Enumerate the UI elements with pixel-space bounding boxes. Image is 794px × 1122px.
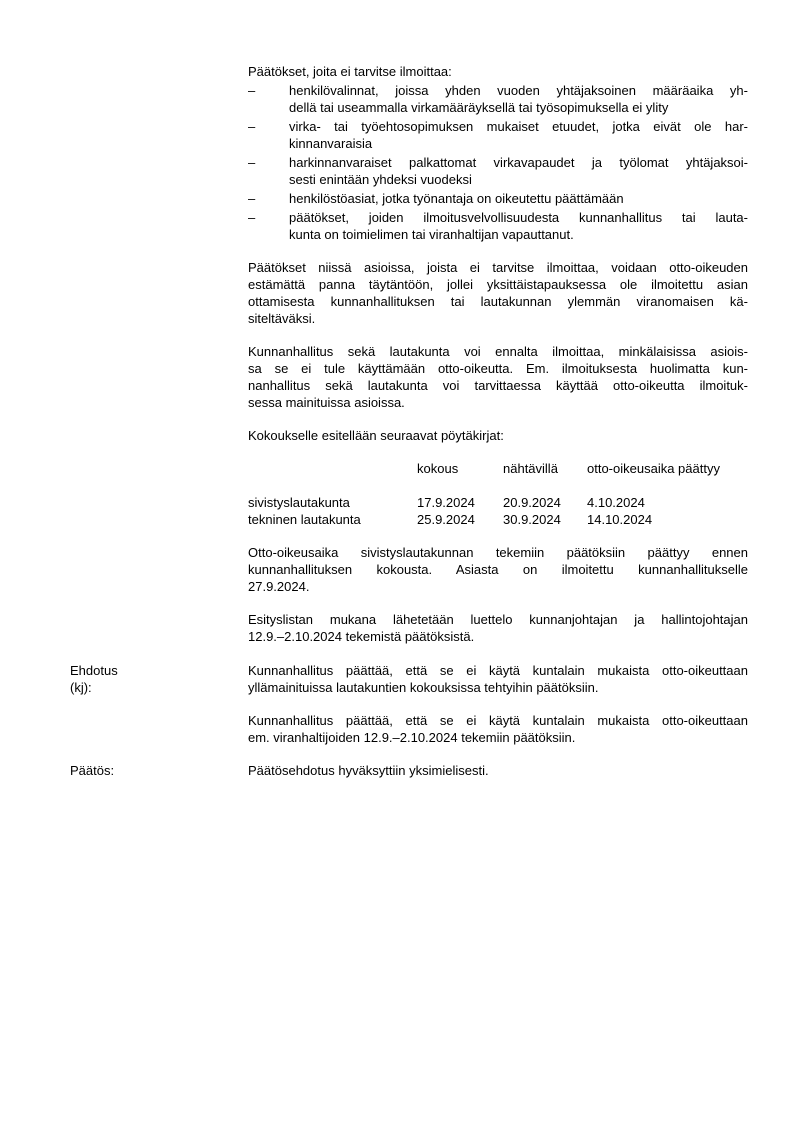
- text-line: Otto-oikeusaika sivistyslautakunnan tekemiin päätöksiin päättyy ennen: [248, 545, 748, 560]
- table-cell-committee: tekninen lautakunta: [248, 512, 361, 527]
- bullet-item-text: [289, 82, 748, 116]
- bullet-item: [248, 118, 748, 152]
- text-line: estämättä panna täytäntöön, jollei yksittäistapauksessa ole ilmoitettu asian: [248, 277, 748, 292]
- table-header-nahtavilla: nähtävillä: [503, 461, 558, 476]
- text-line: ottamisesta kunnanhallituksen tai lautakunnan ylemmän viranomaisen kä-: [248, 294, 748, 309]
- text-line: Esityslistan mukana lähetetään luettelo kunnanjohtajan ja hallintojohtajan: [248, 612, 748, 627]
- table-spacer: [248, 477, 748, 494]
- text-line: Kunnanhallitus päättää, että se ei käytä kuntalain mukaista otto-oikeuttaan: [248, 713, 748, 728]
- table-cell-nahtavilla: 20.9.2024: [503, 495, 561, 510]
- text-line: päätökset, joiden ilmoitusvelvollisuudesta kunnanhallitus tai lauta-: [289, 210, 748, 225]
- proposal-paragraph-2: [248, 712, 748, 746]
- text-line: dellä tai useammalla virkamääräyksellä tai työsopimuksella ei ylity: [289, 100, 669, 115]
- text-line: 12.9.–2.10.2024 tekemistä päätöksistä.: [248, 629, 475, 644]
- paragraph-advance-notice: [248, 343, 748, 411]
- text-line: yllämainituissa lautakuntien kokouksissa tehtyihin päätöksiin.: [248, 680, 599, 695]
- table-header-otto-oikeusaika: otto-oikeusaika päättyy: [587, 461, 720, 476]
- bullet-dash: –: [248, 83, 256, 98]
- section-proposal: [70, 662, 748, 696]
- text-line: em. viranhaltijoiden 12.9.–2.10.2024 tekemiin päätöksiin.: [248, 730, 576, 745]
- minutes-table-header-row: [248, 460, 748, 477]
- decision-label-line: Päätös:: [70, 763, 115, 778]
- paragraph-minutes-intro: [248, 427, 748, 444]
- minutes-intro-line: Kokoukselle esitellään seuraavat pöytäkirjat:: [248, 428, 504, 443]
- text-line: Kunnanhallitus sekä lautakunta voi ennalta ilmoittaa, minkälaisissa asiois-: [248, 344, 748, 359]
- no-notice-bullet-list: [248, 82, 748, 243]
- section-no-notice-decisions: [248, 63, 748, 243]
- paragraph-attachment-list: [248, 611, 748, 645]
- text-line: 27.9.2024.: [248, 579, 310, 594]
- bullet-item: [248, 82, 748, 116]
- text-line: henkilöstöasiat, jotka työnantaja on oikeutettu päättämään: [289, 191, 624, 206]
- bullet-item-text: [289, 209, 748, 243]
- proposal-paragraph-1: [248, 662, 748, 696]
- proposal-label-line2: (kj):: [70, 680, 92, 695]
- decision-label: [70, 762, 242, 779]
- bullet-item: [248, 209, 748, 243]
- bullet-item-text: [289, 118, 748, 152]
- table-row: [248, 511, 748, 528]
- proposal-label: [70, 662, 242, 696]
- text-line: sa se ei tule käyttämään otto-oikeutta. Em. ilmoituksesta huolimatta kun-: [248, 361, 748, 376]
- text-line: harkinnanvaraiset palkattomat virkavapaudet ja työlomat yhtäjaksoi-: [289, 155, 748, 170]
- table-cell-otto-oikeusaika: 14.10.2024: [587, 512, 653, 527]
- text-line: siteltäväksi.: [248, 311, 316, 326]
- text-line: kunta on toimielimen tai viranhaltijan vapauttanut.: [289, 227, 574, 242]
- table-row: [248, 494, 748, 511]
- decision-text: Päätösehdotus hyväksyttiin yksimielisesti.: [248, 763, 489, 778]
- text-line: Päätökset niissä asioissa, joista ei tarvitse ilmoittaa, voidaan otto-oikeuden: [248, 260, 748, 275]
- section-decision: [70, 762, 748, 779]
- text-line: sesti enintään yhdeksi vuodeksi: [289, 172, 472, 187]
- text-line: nanhallitus sekä lautakunta voi tarvittaessa käyttää otto-oikeutta ilmoituk-: [248, 378, 748, 393]
- table-header-empty: [248, 460, 417, 477]
- minutes-table: [248, 460, 748, 528]
- paragraph-enforcement: [248, 259, 748, 327]
- text-line: sessa mainituissa asioissa.: [248, 395, 405, 410]
- table-header-kokous: kokous: [417, 461, 459, 476]
- proposal-label-line1: Ehdotus: [70, 663, 118, 678]
- bullet-dash: –: [248, 191, 256, 206]
- text-line: virka- tai työehtosopimuksen mukaiset etuudet, jotka eivät ole har-: [289, 119, 748, 134]
- text-line: kunnanhallituksen kokousta. Asiasta on ilmoitettu kunnanhallitukselle: [248, 562, 748, 577]
- text-line: henkilövalinnat, joissa yhden vuoden yhtäjaksoinen määräaika yh-: [289, 83, 748, 98]
- bullet-item-text: [289, 190, 748, 207]
- table-cell-otto-oikeusaika: 4.10.2024: [587, 495, 645, 510]
- bullet-dash: –: [248, 210, 256, 225]
- no-notice-intro-line: Päätökset, joita ei tarvitse ilmoittaa:: [248, 64, 452, 79]
- bullet-dash: –: [248, 119, 256, 134]
- table-cell-nahtavilla: 30.9.2024: [503, 512, 561, 527]
- bullet-item: [248, 154, 748, 188]
- table-cell-committee: sivistyslautakunta: [248, 495, 350, 510]
- paragraph-otto-deadline: [248, 544, 748, 595]
- bullet-item-text: [289, 154, 748, 188]
- table-cell-kokous: 25.9.2024: [417, 512, 475, 527]
- text-line: kinnanvaraisia: [289, 136, 373, 151]
- bullet-dash: –: [248, 155, 256, 170]
- table-cell-kokous: 17.9.2024: [417, 495, 475, 510]
- bullet-item: [248, 190, 748, 207]
- text-line: Kunnanhallitus päättää, että se ei käytä kuntalain mukaista otto-oikeuttaan: [248, 663, 748, 678]
